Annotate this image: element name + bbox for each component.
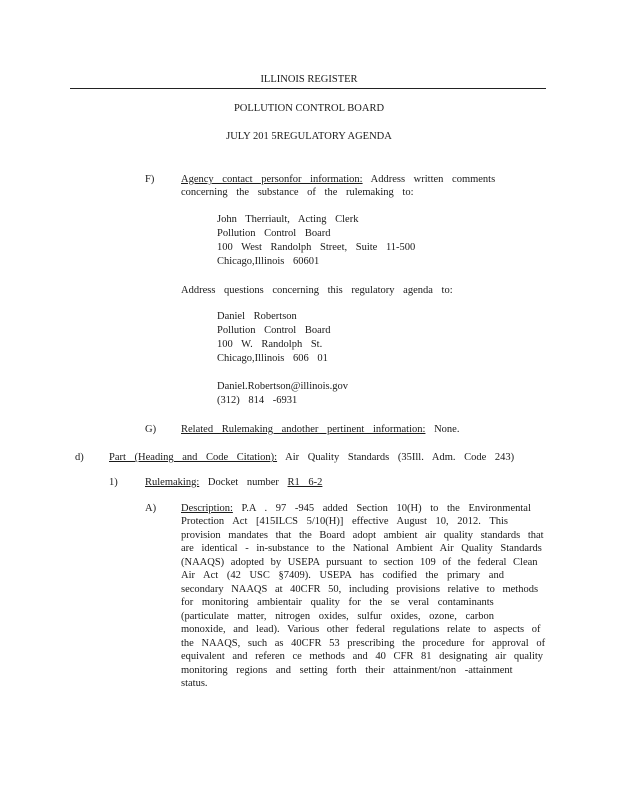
rulemaking-line bbox=[145, 476, 322, 489]
section-f-label: F) bbox=[145, 174, 155, 185]
description-line: monoxide, and lead). Various other federal regulations relate to aspects of bbox=[181, 624, 541, 635]
description-line: for monitoring ambientair quality for the se veral contaminants bbox=[181, 597, 494, 608]
docket-text: Docket number bbox=[207, 477, 279, 488]
address1-line: Pollution Control Board bbox=[217, 228, 331, 239]
address1-line: Chicago,Illinois 60601 bbox=[217, 256, 320, 267]
docket-number: R1 6-2 bbox=[287, 477, 323, 488]
description-line: the NAAQS, such as 40CFR 53 prescribing the procedure for approval of bbox=[181, 638, 546, 649]
section-f-line2: concerning the substance of the rulemaking to: bbox=[181, 187, 414, 198]
description-label: A) bbox=[145, 503, 157, 514]
section-d-title: Air Quality Standards (35Ill. Adm. Code 243) bbox=[285, 452, 515, 463]
section-f-heading-tail: Address written comments bbox=[370, 174, 496, 185]
address1-line: 100 West Randolph Street, Suite 11-500 bbox=[217, 242, 416, 253]
description-line: secondary NAAQS at 40CFR 50, including provisions relative to methods bbox=[181, 584, 539, 595]
description-line: are identical - in-substance to the National Ambient Air Quality Standards bbox=[181, 543, 542, 554]
rulemaking-heading: Rulemaking: bbox=[145, 477, 200, 488]
description-line: (particulate matter, nitrogen oxides, sulfur oxides, ozone, carbon bbox=[181, 611, 495, 622]
section-g-label: G) bbox=[145, 424, 157, 435]
header-rule bbox=[70, 88, 546, 89]
section-d-heading bbox=[109, 451, 514, 464]
agenda-title: JULY 201 5REGULATORY AGENDA bbox=[226, 131, 392, 142]
section-d-heading-text: Part (Heading and Code Citation): bbox=[109, 452, 278, 463]
section-f-heading bbox=[181, 173, 495, 186]
register-title: ILLINOIS REGISTER bbox=[260, 74, 358, 85]
board-title: POLLUTION CONTROL BOARD bbox=[233, 103, 385, 114]
address2-line: Daniel Robertson bbox=[217, 311, 297, 322]
description-first-line bbox=[181, 502, 531, 515]
section-g-value: None. bbox=[434, 424, 460, 435]
section-d-label: d) bbox=[75, 452, 84, 463]
description-line: Air Act (42 USC §7409). USEPA has codified the primary and bbox=[181, 570, 504, 581]
questions-line: Address questions concerning this regulatory agenda to: bbox=[181, 285, 453, 296]
description-line: status. bbox=[181, 678, 208, 689]
contact-phone: (312) 814 -6931 bbox=[217, 395, 298, 406]
contact-email: Daniel.Robertson@illinois.gov bbox=[217, 381, 348, 392]
description-heading: Description: bbox=[181, 503, 233, 514]
description-line: monitoring regions and setting forth their attainment/non -attainment bbox=[181, 665, 513, 676]
address1-line: John Therriault, Acting Clerk bbox=[217, 214, 359, 225]
address2-line: Pollution Control Board bbox=[217, 325, 331, 336]
address2-line: 100 W. Randolph St. bbox=[217, 339, 323, 350]
section-f-heading-text: Agency contact personfor information: bbox=[181, 174, 363, 185]
description-line: equivalent and referen ce methods and 40 CFR 81 designating air quality bbox=[181, 651, 544, 662]
description-line: provision mandates that the Board adopt ambient air quality standards that bbox=[181, 530, 544, 541]
description-line: (NAAQS) adopted by USEPA pursuant to section 109 of the federal Clean bbox=[181, 557, 538, 568]
description-line: Protection Act [415ILCS 5/10(H)] effective August 10, 2012. This bbox=[181, 516, 508, 527]
address2-line: Chicago,Illinois 606 01 bbox=[217, 353, 328, 364]
section-g-heading-text: Related Rulemaking andother pertinent information: bbox=[181, 424, 426, 435]
rulemaking-label: 1) bbox=[109, 477, 118, 488]
section-g-heading bbox=[181, 423, 459, 436]
description-line: P.A . 97 -945 added Section 10(H) to the Environmental bbox=[241, 503, 531, 514]
